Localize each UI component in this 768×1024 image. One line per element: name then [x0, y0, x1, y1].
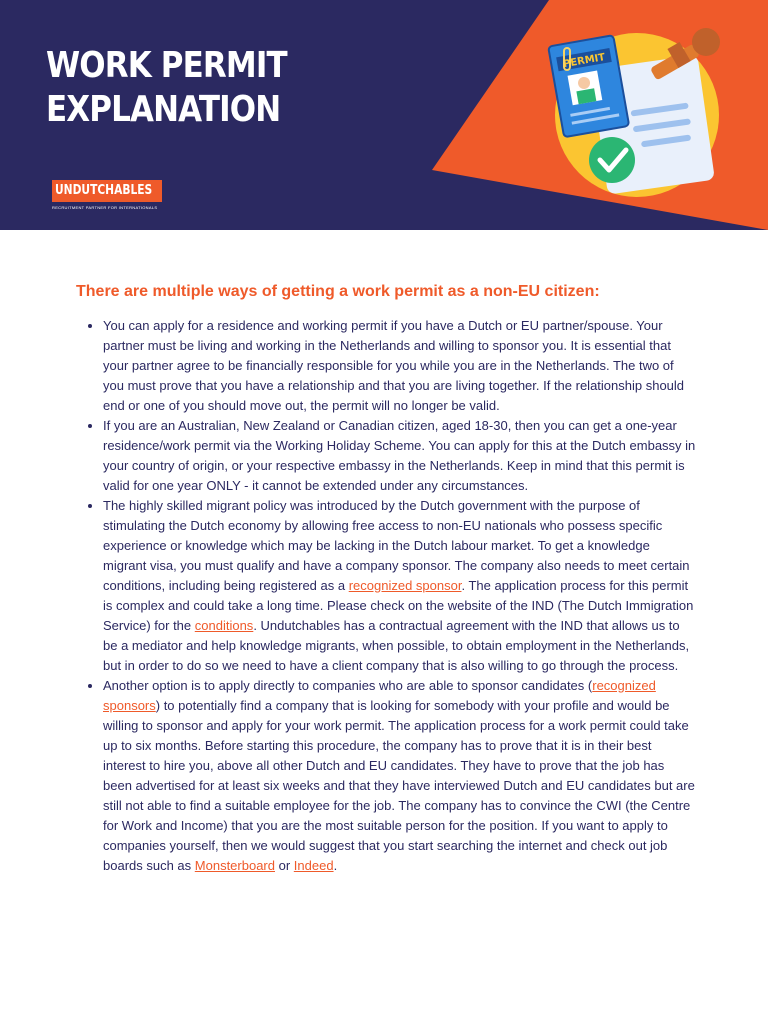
title-line-1: WORK PERMIT — [46, 45, 287, 86]
list-item-text: . The application process for this permit is complex and could take a long time. Please check on the website of the IND (The Dutch Immigration Service) for the — [103, 578, 694, 633]
recognized-sponsors-link[interactable]: recognized sponsors — [103, 678, 656, 713]
list-item-text: . Undutchables has a contractual agreement with the IND that allows us to be a mediator and help knowledge migrants, when possible, to obtain employment in the Netherlands, but in order to do so we need to have a client company that is also willing to go through the process. — [103, 618, 690, 673]
header-banner — [0, 0, 768, 230]
recognized-sponsor-link[interactable]: recognized sponsor — [348, 578, 462, 593]
list-item-text: . — [333, 858, 338, 873]
list-item-highly-skilled — [103, 496, 696, 676]
list-item-working-holiday — [103, 416, 696, 496]
list-item-text: Another option is to apply directly to companies who are able to sponsor candidates ( — [103, 678, 593, 693]
title-line-2: EXPLANATION — [46, 89, 281, 130]
logo-text: UNDUTCHABLES — [55, 183, 153, 198]
list-item-text: ) to potentially find a company that is looking for somebody with your profile and would be willing to sponsor and apply for your work permit. The application process for a work permit could take up to six months. Before starting this procedure, the company has to prove that it is in their best interest to hire you, above all other Dutch and EU candidates. They have to prove that the job has been advertised for at least six weeks and that they have interviewed Dutch and EU candidates but are still not able to find a suitable employee for the job. The company has to convince the CWI (the Centre for Work and Income) that you are the most suitable person for the position. If you want to apply to companies yourself, then we would suggest that you start searching the internet and check out job boards such as — [103, 698, 695, 873]
list-item-text: If you are an Australian, New Zealand or Canadian citizen, aged 18-30, then you can get a one-year residence/work permit via the Working Holiday Scheme. You can apply for this at the Dutch embassy in your country of origin, or your respective embassy in the Netherlands. Keep in mind that this permit is valid for one year ONLY - it cannot be extended under any circumstances. — [103, 418, 696, 493]
intro-heading: There are multiple ways of getting a work permit as a non-EU citizen: — [76, 283, 600, 300]
conditions-link[interactable]: conditions — [194, 618, 254, 633]
permit-card-label: PERMIT — [562, 51, 607, 71]
list-item-partner — [103, 316, 696, 416]
logo-tagline: RECRUITMENT PARTNER FOR INTERNATIONALS — [52, 205, 158, 210]
undutchables-logo — [52, 180, 164, 212]
check-mark-icon — [589, 137, 635, 183]
list-item-text: The highly skilled migrant policy was introduced by the Dutch government with the purpose of stimulating the Dutch economy by allowing free access to non-EU nationals who possess specific experience or knowledge which may be lacking in the Dutch labour market. To get a knowledge migrant visa, you must qualify and have a company sponsor. The company also needs to meet certain conditions, including being registered as a — [103, 498, 690, 593]
list-item-direct-application — [103, 676, 696, 876]
list-item-text: or — [275, 858, 294, 873]
document-body — [76, 280, 696, 876]
monsterboard-link[interactable]: Monsterboard — [194, 858, 275, 873]
page-title — [46, 44, 287, 132]
indeed-link[interactable]: Indeed — [293, 858, 334, 873]
list-item-text: You can apply for a residence and working permit if you have a Dutch or EU partner/spouse. Your partner must be living and working in the Netherlands and willing to sponsor you. It is essential that your partner agree to be financially responsible for you while you are in the Netherlands. The two of you must prove that you have a relationship and that you are living together. If the relationship should end or one of you should move out, the permit will no longer be valid. — [103, 318, 685, 413]
permit-options-list — [76, 316, 696, 876]
